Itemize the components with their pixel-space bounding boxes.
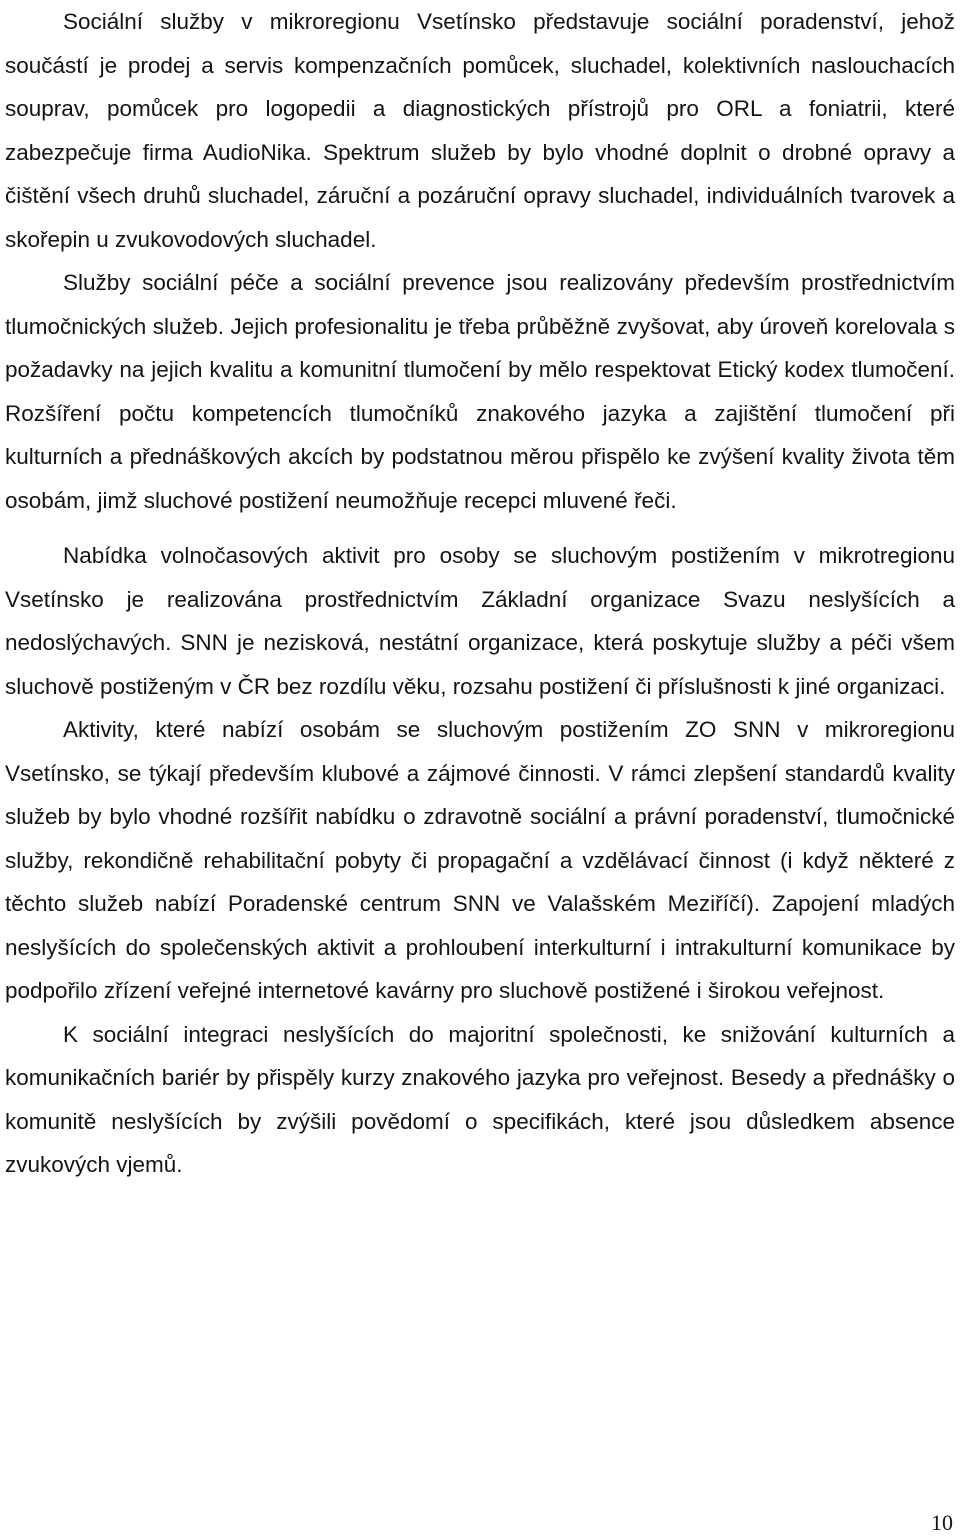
document-body [5, 0, 955, 1187]
paragraph-5: K sociální integraci neslyšících do majoritní společnosti, ke snižování kulturních a komunikačních bariér by přispěly kurzy znakového jazyka pro veřejnost. Besedy a přednášky o komunitě neslyšících by zvýšili povědomí o specifikách, které jsou důsledkem absence zvukových vjemů. [5, 1021, 955, 1177]
page-number: 10 [931, 1510, 953, 1535]
paragraph-2: Služby sociální péče a sociální prevence jsou realizovány především prostřednictvím tlumočnických služeb. Jejich profesionalitu je třeba průběžně zvyšovat, aby úroveň korelovala s požadavky na jejich kvalitu a komunitní tlumočení by mělo respektovat Etický kodex tlumočení. Rozšíření počtu kompetencích tlumočníků znakového jazyka a zajištění tlumočení při kulturních a přednáškových akcích by podstatnou měrou přispělo ke zvýšení kvality života těm osobám, jimž sluchové postižení neumožňuje recepci mluvené řeči. [5, 270, 955, 513]
paragraph-1: Sociální služby v mikroregionu Vsetínsko představuje sociální poradenství, jehož součástí je prodej a servis kompenzačních pomůcek, sluchadel, kolektivních naslouchacích souprav, pomůcek pro logopedii a diagnostických přístrojů pro ORL a foniatrii, které zabezpečuje firma AudioNika. Spektrum služeb by bylo vhodné doplnit o drobné opravy a čištění všech druhů sluchadel, záruční a pozáruční opravy sluchadel, individuálních tvarovek a skořepin u zvukovodových sluchadel. [5, 9, 955, 252]
paragraph-3: Nabídka volnočasových aktivit pro osoby se sluchovým postižením v mikrotregionu Vsetínsko je realizována prostřednictvím Základní organizace Svazu neslyšících a nedoslýchavých. SNN je nezisková, nestátní organizace, která poskytuje služby a péči všem sluchově postiženým v ČR bez rozdílu věku, rozsahu postižení či příslušnosti k jiné organizaci. [5, 543, 955, 699]
paragraph-4: Aktivity, které nabízí osobám se sluchovým postižením ZO SNN v mikroregionu Vsetínsko, se týkají především klubové a zájmové činnosti. V rámci zlepšení standardů kvality služeb by bylo vhodné rozšířit nabídku o zdravotně sociální a právní poradenství, tlumočnické služby, rekondičně rehabilitační pobyty či propagační a vzdělávací činnost (i když některé z těchto služeb nabízí Poradenské centrum SNN ve Valašském Meziříčí). Zapojení mladých neslyšících do společenských aktivit a prohloubení interkulturní i intrakulturní komunikace by podpořilo zřízení veřejné internetové kavárny pro sluchově postižené i širokou veřejnost. [5, 717, 955, 1003]
